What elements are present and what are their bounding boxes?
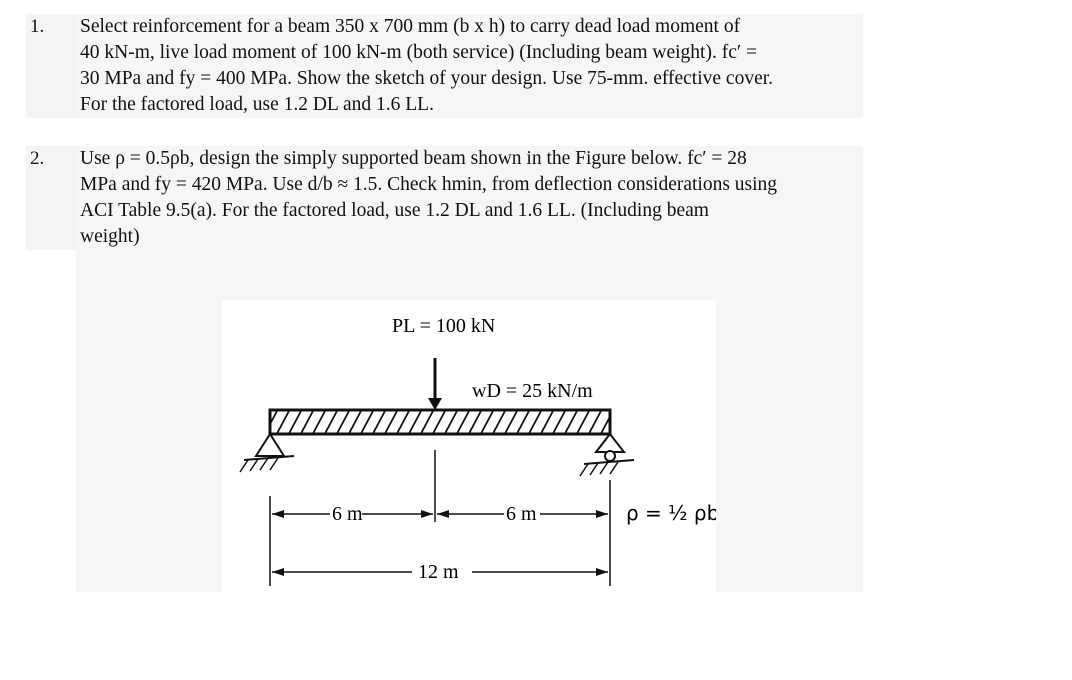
problem-2-line-2: MPa and fy = 420 MPa. Use d/b ≈ 1.5. Check hmin, from deflection considerations using xyxy=(80,174,778,195)
problem-2-line-4: weight) xyxy=(80,226,140,247)
problem-2-line-1: Use ρ = 0.5ρb, design the simply supported beam shown in the Figure below. fc′ = 28 xyxy=(80,148,747,169)
dim-left-arrow-b xyxy=(421,510,433,518)
beam-diagram xyxy=(222,300,716,592)
problem-2-number-cell xyxy=(26,146,76,250)
problem-1-number: 1. xyxy=(30,16,45,37)
dim-total-arrow-b xyxy=(596,568,608,576)
problem-1-line-3: 30 MPa and fy = 400 MPa. Show the sketch of your design. Use 75-mm. effective cover. xyxy=(80,68,774,89)
span-right-label: 6 m xyxy=(506,503,537,525)
beam-body xyxy=(270,410,610,434)
dim-total-arrow-a xyxy=(272,568,284,576)
problem-2-text xyxy=(76,146,863,256)
problem-2-line-3: ACI Table 9.5(a). For the factored load, use 1.2 DL and 1.6 LL. (Including beam xyxy=(80,200,709,221)
problem-1-line-4: For the factored load, use 1.2 DL and 1.6 LL. xyxy=(80,94,434,115)
span-total-label: 12 m xyxy=(418,561,459,583)
problem-2-number: 2. xyxy=(30,148,45,169)
span-left-label: 6 m xyxy=(332,503,363,525)
right-roller-wheel xyxy=(605,451,615,461)
distributed-load-label: wD = 25 kN/m xyxy=(472,380,593,402)
left-pin-support xyxy=(256,434,284,456)
dim-left-arrow-a xyxy=(272,510,284,518)
problem-1-number-cell xyxy=(26,14,76,118)
point-load-arrow-head xyxy=(428,398,442,410)
problem-1-line-1: Select reinforcement for a beam 350 x 700 mm (b x h) to carry dead load moment of xyxy=(80,16,741,37)
dim-right-arrow-b xyxy=(596,510,608,518)
right-roller-support xyxy=(596,434,624,452)
problem-1-line-2: 40 kN-m, live load moment of 100 kN-m (both service) (Including beam weight). fc′ = xyxy=(80,42,758,63)
rho-note: ρ = ½ ρb xyxy=(626,501,716,525)
problem-1-text xyxy=(76,14,863,118)
beam-figure xyxy=(222,300,716,592)
point-load-label: PL = 100 kN xyxy=(392,315,496,337)
dim-right-arrow-a xyxy=(437,510,449,518)
